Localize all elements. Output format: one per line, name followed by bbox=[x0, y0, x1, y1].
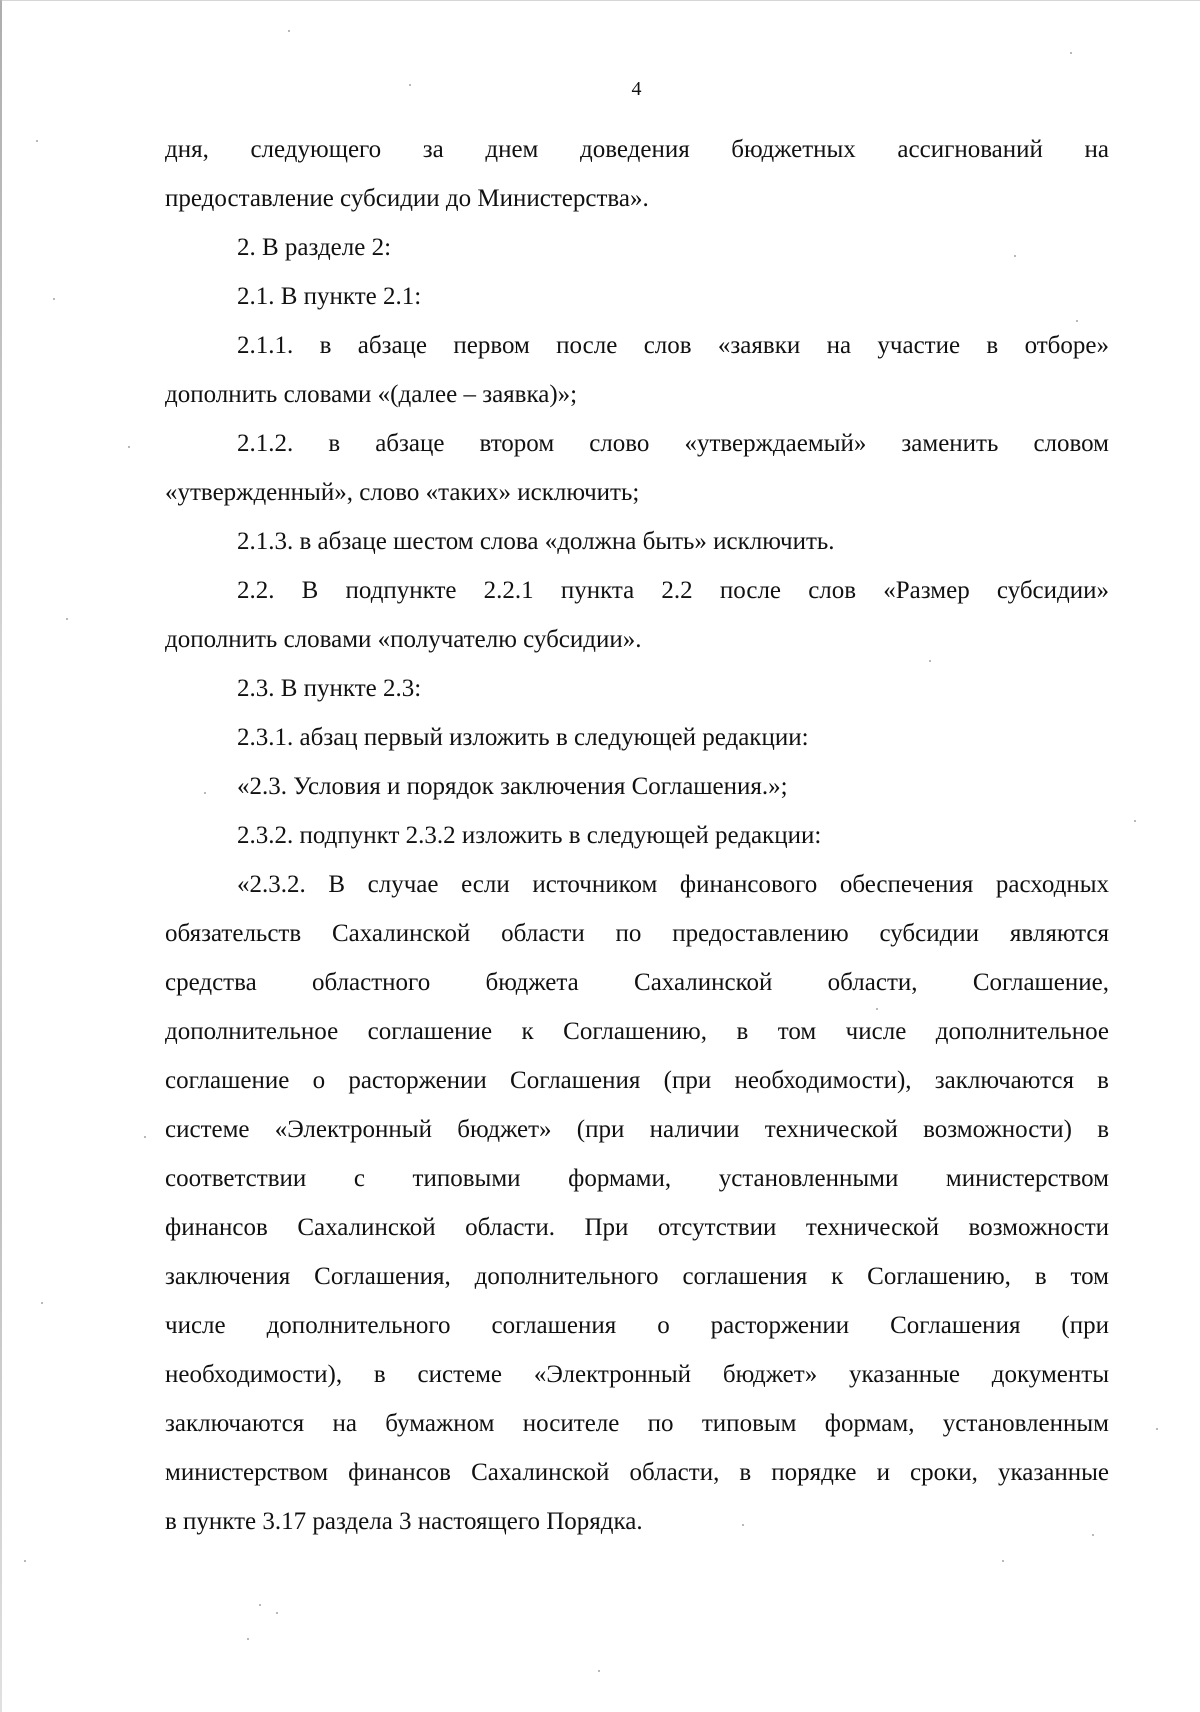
text-line: 2. В разделе 2: bbox=[237, 234, 392, 261]
text-line: «2.3. Условия и порядок заключения Соглашения.»; bbox=[237, 773, 788, 800]
text-line: дополнительное соглашение к Соглашению, в том числе дополнительное bbox=[165, 1018, 1109, 1045]
text-line: финансов Сахалинской области. При отсутствии технической возможности bbox=[165, 1214, 1109, 1241]
page-number: 4 bbox=[631, 78, 642, 100]
text-line: необходимости), в системе «Электронный бюджет» указанные документы bbox=[165, 1361, 1109, 1388]
text-line: «утвержденный», слово «таких» исключить; bbox=[165, 479, 640, 506]
text-line: соответствии с типовыми формами, установленными министерством bbox=[165, 1165, 1109, 1192]
text-line: 2.1.2. в абзаце втором слово «утверждаемый» заменить словом bbox=[237, 430, 1109, 457]
text-line: предоставление субсидии до Министерства». bbox=[165, 185, 649, 212]
text-line: обязательств Сахалинской области по предоставлению субсидии являются bbox=[165, 920, 1109, 947]
text-line: заключаются на бумажном носителе по типовым формам, установленным bbox=[165, 1410, 1109, 1437]
text-line: 2.3.1. абзац первый изложить в следующей редакции: bbox=[237, 724, 809, 751]
text-line: 2.1.1. в абзаце первом после слов «заявки на участие в отборе» bbox=[237, 332, 1109, 359]
text-line: 2.1. В пункте 2.1: bbox=[237, 283, 422, 310]
text-line: «2.3.2. В случае если источником финансового обеспечения расходных bbox=[237, 871, 1109, 898]
text-line: соглашение о расторжении Соглашения (при необходимости), заключаются в bbox=[165, 1067, 1109, 1094]
scan-edge-left bbox=[0, 0, 2, 1712]
text-line: министерством финансов Сахалинской области, в порядке и сроки, указанные bbox=[165, 1459, 1109, 1486]
scan-edge-top bbox=[0, 0, 1200, 1]
text-line: заключения Соглашения, дополнительного соглашения к Соглашению, в том bbox=[165, 1263, 1109, 1290]
text-line: 2.2. В подпункте 2.2.1 пункта 2.2 после слов «Размер субсидии» bbox=[237, 577, 1109, 604]
text-line: в пункте 3.17 раздела 3 настоящего Порядка. bbox=[165, 1508, 643, 1535]
text-line: дня, следующего за днем доведения бюджетных ассигнований на bbox=[165, 136, 1109, 163]
text-line: системе «Электронный бюджет» (при наличии технической возможности) в bbox=[165, 1116, 1109, 1143]
text-line: 2.3. В пункте 2.3: bbox=[237, 675, 422, 702]
text-line: дополнить словами «(далее – заявка)»; bbox=[165, 381, 578, 408]
text-line: числе дополнительного соглашения о расторжении Соглашения (при bbox=[165, 1312, 1109, 1339]
text-line: средства областного бюджета Сахалинской области, Соглашение, bbox=[165, 969, 1109, 996]
text-line: 2.1.3. в абзаце шестом слова «должна быть» исключить. bbox=[237, 528, 835, 555]
text-line: 2.3.2. подпункт 2.3.2 изложить в следующей редакции: bbox=[237, 822, 822, 849]
text-line: дополнить словами «получателю субсидии». bbox=[165, 626, 642, 653]
